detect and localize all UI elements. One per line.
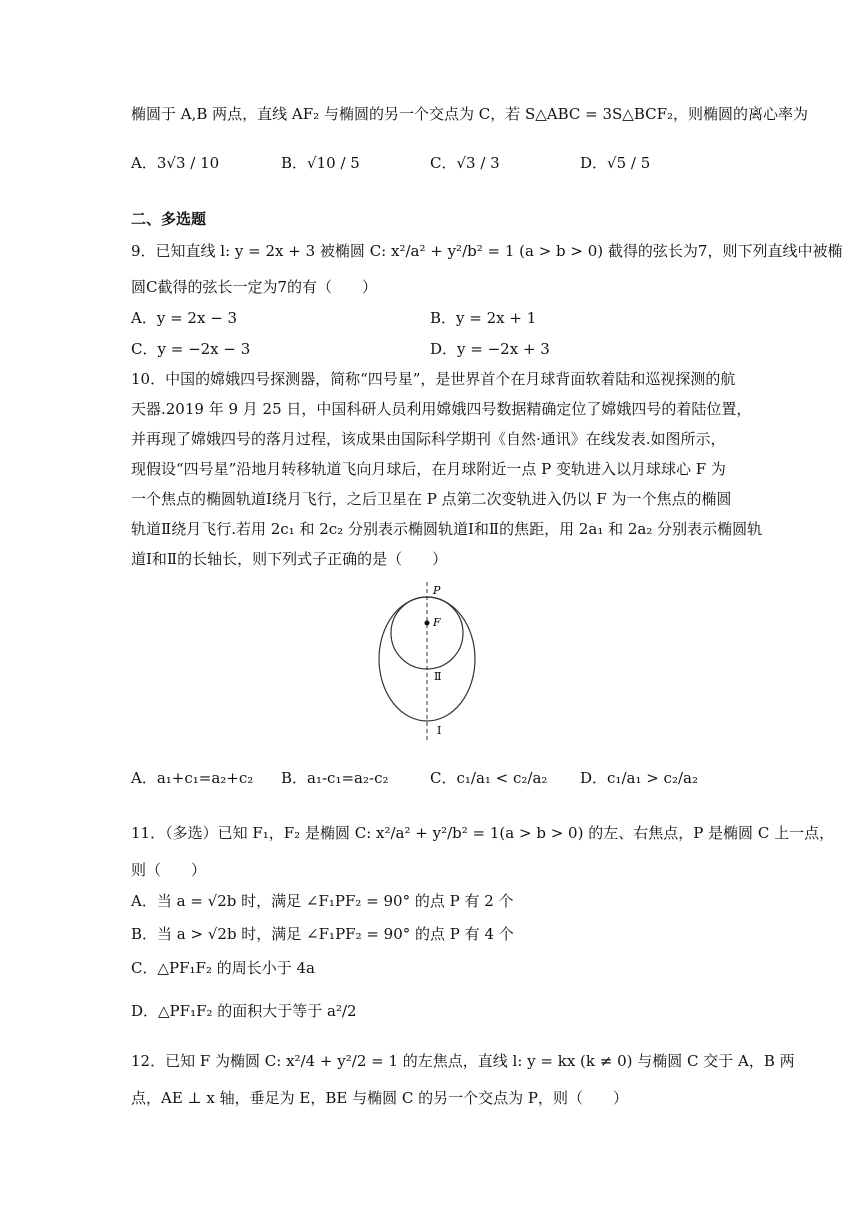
label-orbit-1: Ⅰ — [437, 724, 442, 737]
q11-line1: 11．（多选）已知 F₁，F₂ 是椭圆 C: x²/a² + y²/b² = 1(a > b > 0) 的左、右焦点，P 是椭圆 C 上一点， — [131, 824, 835, 842]
q10-line4: 现假设“四号星”沿地月转移轨道飞向月球后，在月球附近一点 P 变轨进入以月球球心 F 为 — [131, 460, 726, 478]
label-p: P — [433, 584, 441, 597]
q10-line1: 10．中国的嫦娥四号探测器，简称“四号星”，是世界首个在月球背面软着陆和巡视探测的航 — [131, 370, 736, 388]
q10-option-a: A．a₁+c₁=a₂+c₂ — [131, 769, 254, 787]
section-title: 二、多选题 — [131, 210, 207, 228]
q8-text: 椭圆于 A,B 两点，直线 AF₂ 与椭圆的另一个交点为 C，若 S△ABC = 3S△BCF₂，则椭圆的离心率为 — [131, 105, 809, 123]
label-f: F — [433, 616, 441, 629]
q10-option-b: B．a₁-c₁=a₂-c₂ — [281, 769, 389, 787]
label-orbit-2: Ⅱ — [434, 670, 442, 683]
q10-line2: 天器.2019 年 9 月 25 日，中国科研人员利用嫦娥四号数据精确定位了嫦娥四号的着陆位置， — [131, 400, 752, 418]
q9-option-d: D．y = −2x + 3 — [430, 340, 550, 358]
q9-option-a: A．y = 2x − 3 — [131, 309, 238, 327]
q10-option-c: C．c₁/a₁ < c₂/a₂ — [430, 769, 548, 787]
q8-option-a: A．3√3 / 10 — [131, 154, 220, 172]
q11-option-c: C．△PF₁F₂ 的周长小于 4a — [131, 959, 315, 977]
q10-line7: 道Ⅰ和Ⅱ的长轴长，则下列式子正确的是（ ） — [131, 550, 448, 568]
q12-line1: 12．已知 F 为椭圆 C: x²/4 + y²/2 = 1 的左焦点，直线 l: y = kx (k ≠ 0) 与椭圆 C 交于 A，B 两 — [131, 1052, 795, 1070]
q12-line2: 点，AE ⊥ x 轴，垂足为 E，BE 与椭圆 C 的另一个交点为 P，则（ ） — [131, 1089, 628, 1107]
q8-option-b: B．√10 / 5 — [281, 154, 360, 172]
q9-line2: 圆C截得的弦长一定为7的有（ ） — [131, 278, 378, 296]
q10-line6: 轨道Ⅱ绕月飞行.若用 2c₁ 和 2c₂ 分别表示椭圆轨道Ⅰ和Ⅱ的焦距，用 2a₁ 和 2a₂ 分别表示椭圆轨 — [131, 520, 763, 538]
q10-option-d: D．c₁/a₁ > c₂/a₂ — [580, 769, 698, 787]
q9-option-b: B．y = 2x + 1 — [430, 309, 537, 327]
q10-line3: 并再现了嫦娥四号的落月过程，该成果由国际科学期刊《自然·通讯》在线发表.如图所示， — [131, 430, 726, 448]
q8-option-c: C．√3 / 3 — [430, 154, 500, 172]
q9-option-c: C．y = −2x − 3 — [131, 340, 251, 358]
orbit-figure — [370, 580, 500, 745]
q9-line1: 9．已知直线 l: y = 2x + 3 被椭圆 C: x²/a² + y²/b² = 1 (a > b > 0) 截得的弦长为7，则下列直线中被椭 — [131, 242, 843, 260]
q8-option-d: D．√5 / 5 — [580, 154, 651, 172]
q11-line2: 则（ ） — [131, 861, 207, 879]
q11-option-a: A．当 a = √2b 时，满足 ∠F₁PF₂ = 90° 的点 P 有 2 个 — [131, 892, 514, 910]
focus-point — [425, 621, 430, 626]
q10-line5: 一个焦点的椭圆轨道Ⅰ绕月飞行，之后卫星在 P 点第二次变轨进入仍以 F 为一个焦点的椭圆 — [131, 490, 732, 508]
q11-option-b: B．当 a > √2b 时，满足 ∠F₁PF₂ = 90° 的点 P 有 4 个 — [131, 925, 514, 943]
q11-option-d: D．△PF₁F₂ 的面积大于等于 a²/2 — [131, 1002, 357, 1020]
